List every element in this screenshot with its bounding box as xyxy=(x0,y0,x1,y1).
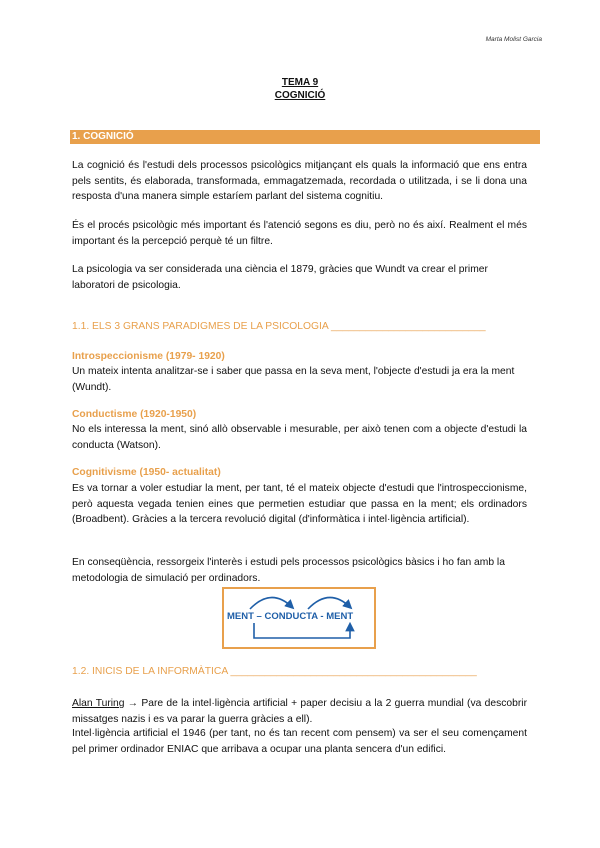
paradigm-text-introspeccionisme: Un mateix intenta analitzar-se i saber que passa en la seva ment, l'objecte d'estudi ja era la ment (Wundt). xyxy=(72,366,515,393)
turing-description: → Pare de la intel·ligència artificial + paper decisiu a la 2 guerra mundial (va descobrir missatges nazis i es va parar la guerra gràcies a ell). xyxy=(72,698,527,725)
paragraph-turing xyxy=(72,696,527,727)
diagram-sep-2: - xyxy=(317,611,327,622)
name-alan-turing: Alan Turing xyxy=(72,698,125,709)
paradigm-heading-conductisme: Conductisme (1920-1950) xyxy=(72,409,197,420)
arc-arrow-right xyxy=(308,597,350,609)
author-name: Marta Molist Garcia xyxy=(485,36,542,43)
paragraph-conclusion: En conseqüència, ressorgeix l'interès i estudi pels processos psicològics bàsics i ho fan amb la metodologia de simulació per ordinadors. xyxy=(72,557,505,584)
paragraph-wundt: La psicologia va ser considerada una ciència el 1879, gràcies que Wundt va crear el primer laboratori de psicologia. xyxy=(72,264,488,291)
diagram-label-conducta: CONDUCTA xyxy=(264,611,318,622)
ment-conducta-diagram xyxy=(222,587,376,649)
paradigm-heading-introspeccionisme: Introspeccionisme (1979- 1920) xyxy=(72,351,225,362)
paradigm-heading-cognitivisme: Cognitivisme (1950- actualitat) xyxy=(72,467,221,478)
paragraph-eniac: Intel·ligència artificial el 1946 (per tant, no és tan recent com pensem) va ser el seu començament pel primer ordinador ENIAC que arribava a ocupar una planta sencera d'un edifici. xyxy=(72,728,527,755)
paradigm-text-cognitivisme: Es va tornar a voler estudiar la ment, per tant, té el mateix objecte d'estudi que l'introspeccionisme, però aquesta vegada tenien eines que permetien estudiar que passa en la ment; els ordinadors (Broadbent). Gràcies a la tercera revolució digital (d'informàtica i intel·ligència artificial). xyxy=(72,483,527,525)
document-title xyxy=(0,76,600,102)
svg-text:MENT – CONDUCTA - MENT xyxy=(227,611,353,622)
paragraph-perception: És el procés psicològic més important és l'atenció segons es diu, però no és així. Realment el més important és la percepció perquè té un filtre. xyxy=(72,220,527,247)
arc-arrow-left xyxy=(250,597,292,609)
subsection-heading-informatica: 1.2. INICIS DE LA INFORMÀTICA ___________________________________________ xyxy=(72,666,477,677)
paradigm-text-conductisme: No els interessa la ment, sinó allò observable i mesurable, per això tenen com a objecte d'estudi la conducta (Watson). xyxy=(72,424,527,451)
diagram-label-ment-2: MENT xyxy=(326,611,354,622)
diagram-arrows xyxy=(224,589,374,647)
title-line-topic: TEMA 9 xyxy=(281,77,319,88)
subsection-heading-paradigms: 1.1. ELS 3 GRANS PARADIGMES DE LA PSICOLOGIA ___________________________ xyxy=(72,321,486,332)
diagram-label-ment-1: MENT xyxy=(227,611,254,622)
section-heading-cognicio: 1. COGNICIÓ xyxy=(70,130,540,144)
title-line-name: COGNICIÓ xyxy=(274,90,326,101)
diagram-sep-1: – xyxy=(253,611,265,622)
paragraph-definition: La cognició és l'estudi dels processos psicològics mitjançant els quals la informació que ens entra pels sentits, és elaborada, transformada, emmagatzemada, recordada o utilitzada, i se li dona una resposta d'una manera simple estaríem parlant del sistema cognitiu. xyxy=(72,160,527,202)
bracket-line xyxy=(254,623,350,638)
